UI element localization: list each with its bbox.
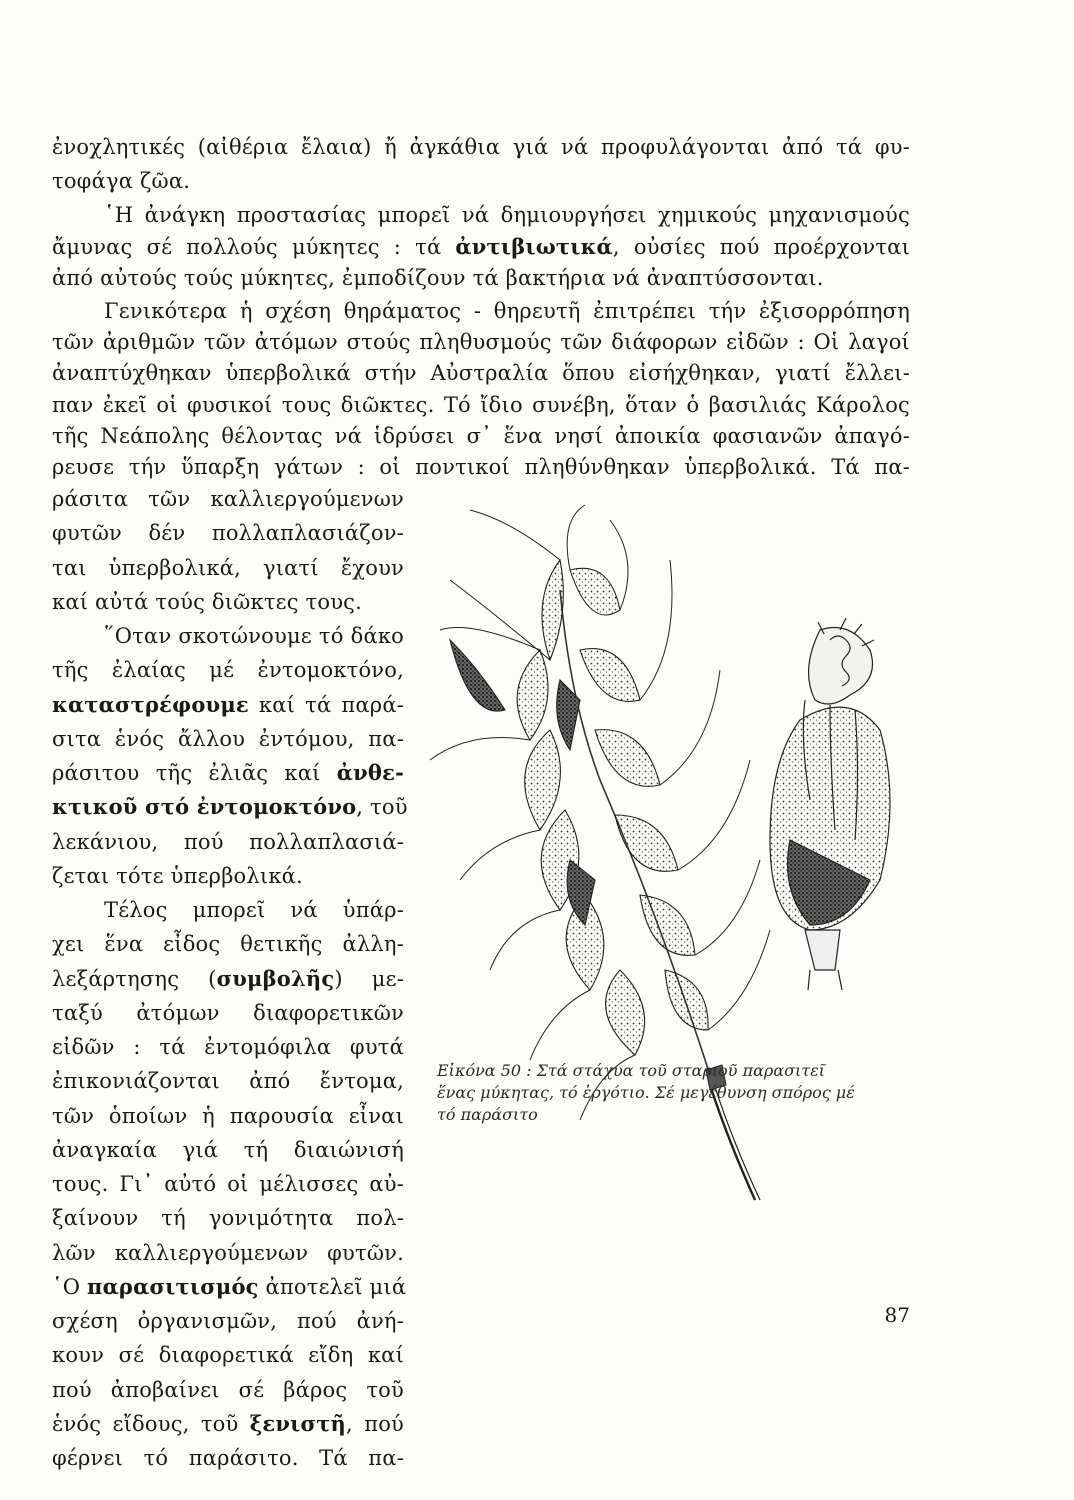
text-run: Γενικότερα ἡ σχέση θηράματος - θηρευτῆ ἐπιτρέπει τήν ἐξισορρόπηση [104,299,910,323]
bold-term: καταστρέφουμε [52,692,249,717]
text-run: εἰδῶν : τά ἐντομόφιλα φυτά [52,1035,404,1059]
text-run: ἀποτελεῖ μιά [258,1275,407,1299]
text-run: ἀναγκαία γιά τή διαιώνισή [52,1138,404,1162]
text-line [52,690,404,720]
text-run: ) με- [334,967,404,991]
text-run: , πού [346,1412,405,1436]
text-run: λῶν καλλιεργούμενων φυτῶν. [52,1241,404,1265]
figure-caption [437,1060,917,1126]
bold-term: κτικοῦ στό ἐντομοκτόνο [52,794,357,819]
text-run: λεκάνιου, πού πολλαπλασιά- [52,830,404,854]
spikelets [450,560,708,1055]
text-run: τῶν ὁποίων ἡ παρουσία εἶναι [52,1104,404,1128]
text-run: ξαίνουν τή γονιμότητα πολ- [52,1206,404,1230]
text-line [52,724,404,754]
text-line [52,421,910,451]
magnified-grain [770,618,890,990]
text-line [52,998,404,1028]
caption-line: τό παράσιτο [437,1105,538,1124]
text-line [52,1272,407,1302]
text-line [52,1409,404,1439]
text-line [52,1135,404,1165]
text-line [52,518,404,548]
text-run: ράσιτα τῶν καλλιεργούμενων [52,487,404,511]
text-line [52,929,404,959]
bold-term: ἀνθε- [336,760,404,785]
text-line [52,895,404,925]
text-run: ῾Η ἀνάγκη προστασίας μπορεῖ νά δημιουργήσει χημικούς μηχανισμούς [104,203,910,227]
text-line [52,263,910,293]
text-run: ἀναπτύχθηκαν ὑπερβολικά στήν Αὐστραλία ὅπου εἰσήχθηκαν, γιατί ἔλλει- [52,361,910,385]
text-line [52,1238,404,1268]
caption-line: ἕνας μύκητας, τό ἐργότιο. Σέ μεγέθυνση σπόρος μέ [437,1083,855,1102]
text-run: ἀπό αὐτούς τούς μύκητες, ἐμποδίζουν τά βακτήρια νά ἀναπτύσσονται. [52,266,824,290]
text-line [52,758,404,788]
text-line [52,827,404,857]
text-line [52,232,910,262]
text-run: φέρνει τό παράσιτο. Τά πα- [52,1446,404,1470]
text-run: ταξύ ἀτόμων διαφορετικῶν [52,1001,404,1025]
text-run: καί αὐτά τούς διῶκτες τους. [52,590,363,614]
text-run: σχέση ὀργανισμῶν, πού ἀνή- [52,1309,404,1333]
bold-term: συμβολῆς [216,966,335,991]
text-run: Τέλος μπορεῖ νά ὑπάρ- [104,898,404,922]
text-line [52,1203,404,1233]
bold-term: ἀντιβιωτικά [455,234,613,259]
text-line [52,1306,404,1336]
text-line [52,621,404,651]
text-line [52,861,404,891]
text-line [52,1169,404,1199]
text-line [52,484,404,514]
text-line [52,327,910,357]
text-run: σιτα ἑνός ἄλλου ἐντόμου, πα- [52,727,404,751]
text-run: φυτῶν δέν πολλαπλασιάζον- [52,521,404,545]
text-line [52,587,404,617]
text-run: τους. Γι᾿ αὐτό οἱ μέλισσες αὐ- [52,1172,404,1196]
text-run: τοφάγα ζῶα. [52,169,191,193]
text-line [52,792,408,822]
text-run: ἑνός εἴδους, τοῦ [52,1412,250,1436]
page-number: 87 [884,1303,910,1327]
text-run: ρευσε τήν ὕπαρξη γάτων : οἱ ποντικοί πληθύνθηκαν ὑπερβολικά. Τά πα- [52,455,910,479]
text-run: ἐπικονιάζονται ἀπό ἔντομα, [52,1069,404,1093]
text-line [52,553,404,583]
text-line [52,1375,404,1405]
text-run: παν ἐκεῖ οἱ φυσικοί τους διῶκτες. Τό ἴδιο συνέβη, ὅταν ὁ βασιλιάς Κάρολος [52,393,910,417]
text-run: , τοῦ [356,795,408,819]
text-line [52,1101,404,1131]
text-run: , οὐσίες πού προέρχονται [612,235,910,259]
text-line [52,964,404,994]
text-run: πού ἀποβαίνει σέ βάρος τοῦ [52,1378,404,1402]
text-line [52,1066,404,1096]
text-run: τῆς ἐλαίας μέ ἐντομοκτόνο, [52,658,404,682]
caption-line: Εἰκόνα 50 : Στά στάχυα τοῦ σταριοῦ παρασιτεῖ [437,1061,825,1080]
text-line [52,132,910,162]
text-run: κουν σέ διαφορετικά εἴδη καί [52,1343,404,1367]
text-line [52,452,910,482]
text-run: ἐνοχλητικές (αἰθέρια ἔλαια) ἤ ἀγκάθια γιά νά προφυλάγονται ἀπό τά φυ- [52,135,910,159]
bold-term: παρασιτισμός [87,1274,259,1299]
text-line [52,1032,404,1062]
text-run: ζεται τότε ὑπερβολικά. [52,864,303,888]
text-line [52,200,910,230]
text-line [52,296,910,326]
text-run: ται ὑπερβολικά, γιατί ἔχουν [52,556,404,580]
text-line [52,655,404,685]
text-run: καί τά παρά- [248,693,404,717]
text-run: ῾Ο [52,1275,87,1299]
text-run: ἄμυνας σέ πολλούς μύκητες : τά [52,235,456,259]
text-line [52,390,910,420]
text-run: λεξάρτησης ( [52,967,217,991]
text-line [52,166,910,196]
text-run: ράσιτου τῆς ἐλιᾶς καί [52,761,337,785]
text-run: τῆς Νεάπολης θέλοντας νά ἱδρύσει σ᾿ ἕνα νησί ἀποικία φασιανῶν ἀπαγό- [52,424,910,448]
text-line [52,1443,404,1473]
text-line [52,358,910,388]
text-run: τῶν ἀριθμῶν τῶν ἀτόμων στούς πληθυσμούς τῶν διάφορων εἰδῶν : Οἱ λαγοί [52,330,910,354]
wheat-ergot-illustration [410,500,930,1500]
bold-term: ξενιστῆ [249,1411,347,1436]
text-line [52,1340,404,1370]
text-run: χει ἕνα εἶδος θετικῆς ἀλλη- [52,932,404,956]
text-run: ῞Οταν σκοτώνουμε τό δάκο [104,624,404,648]
